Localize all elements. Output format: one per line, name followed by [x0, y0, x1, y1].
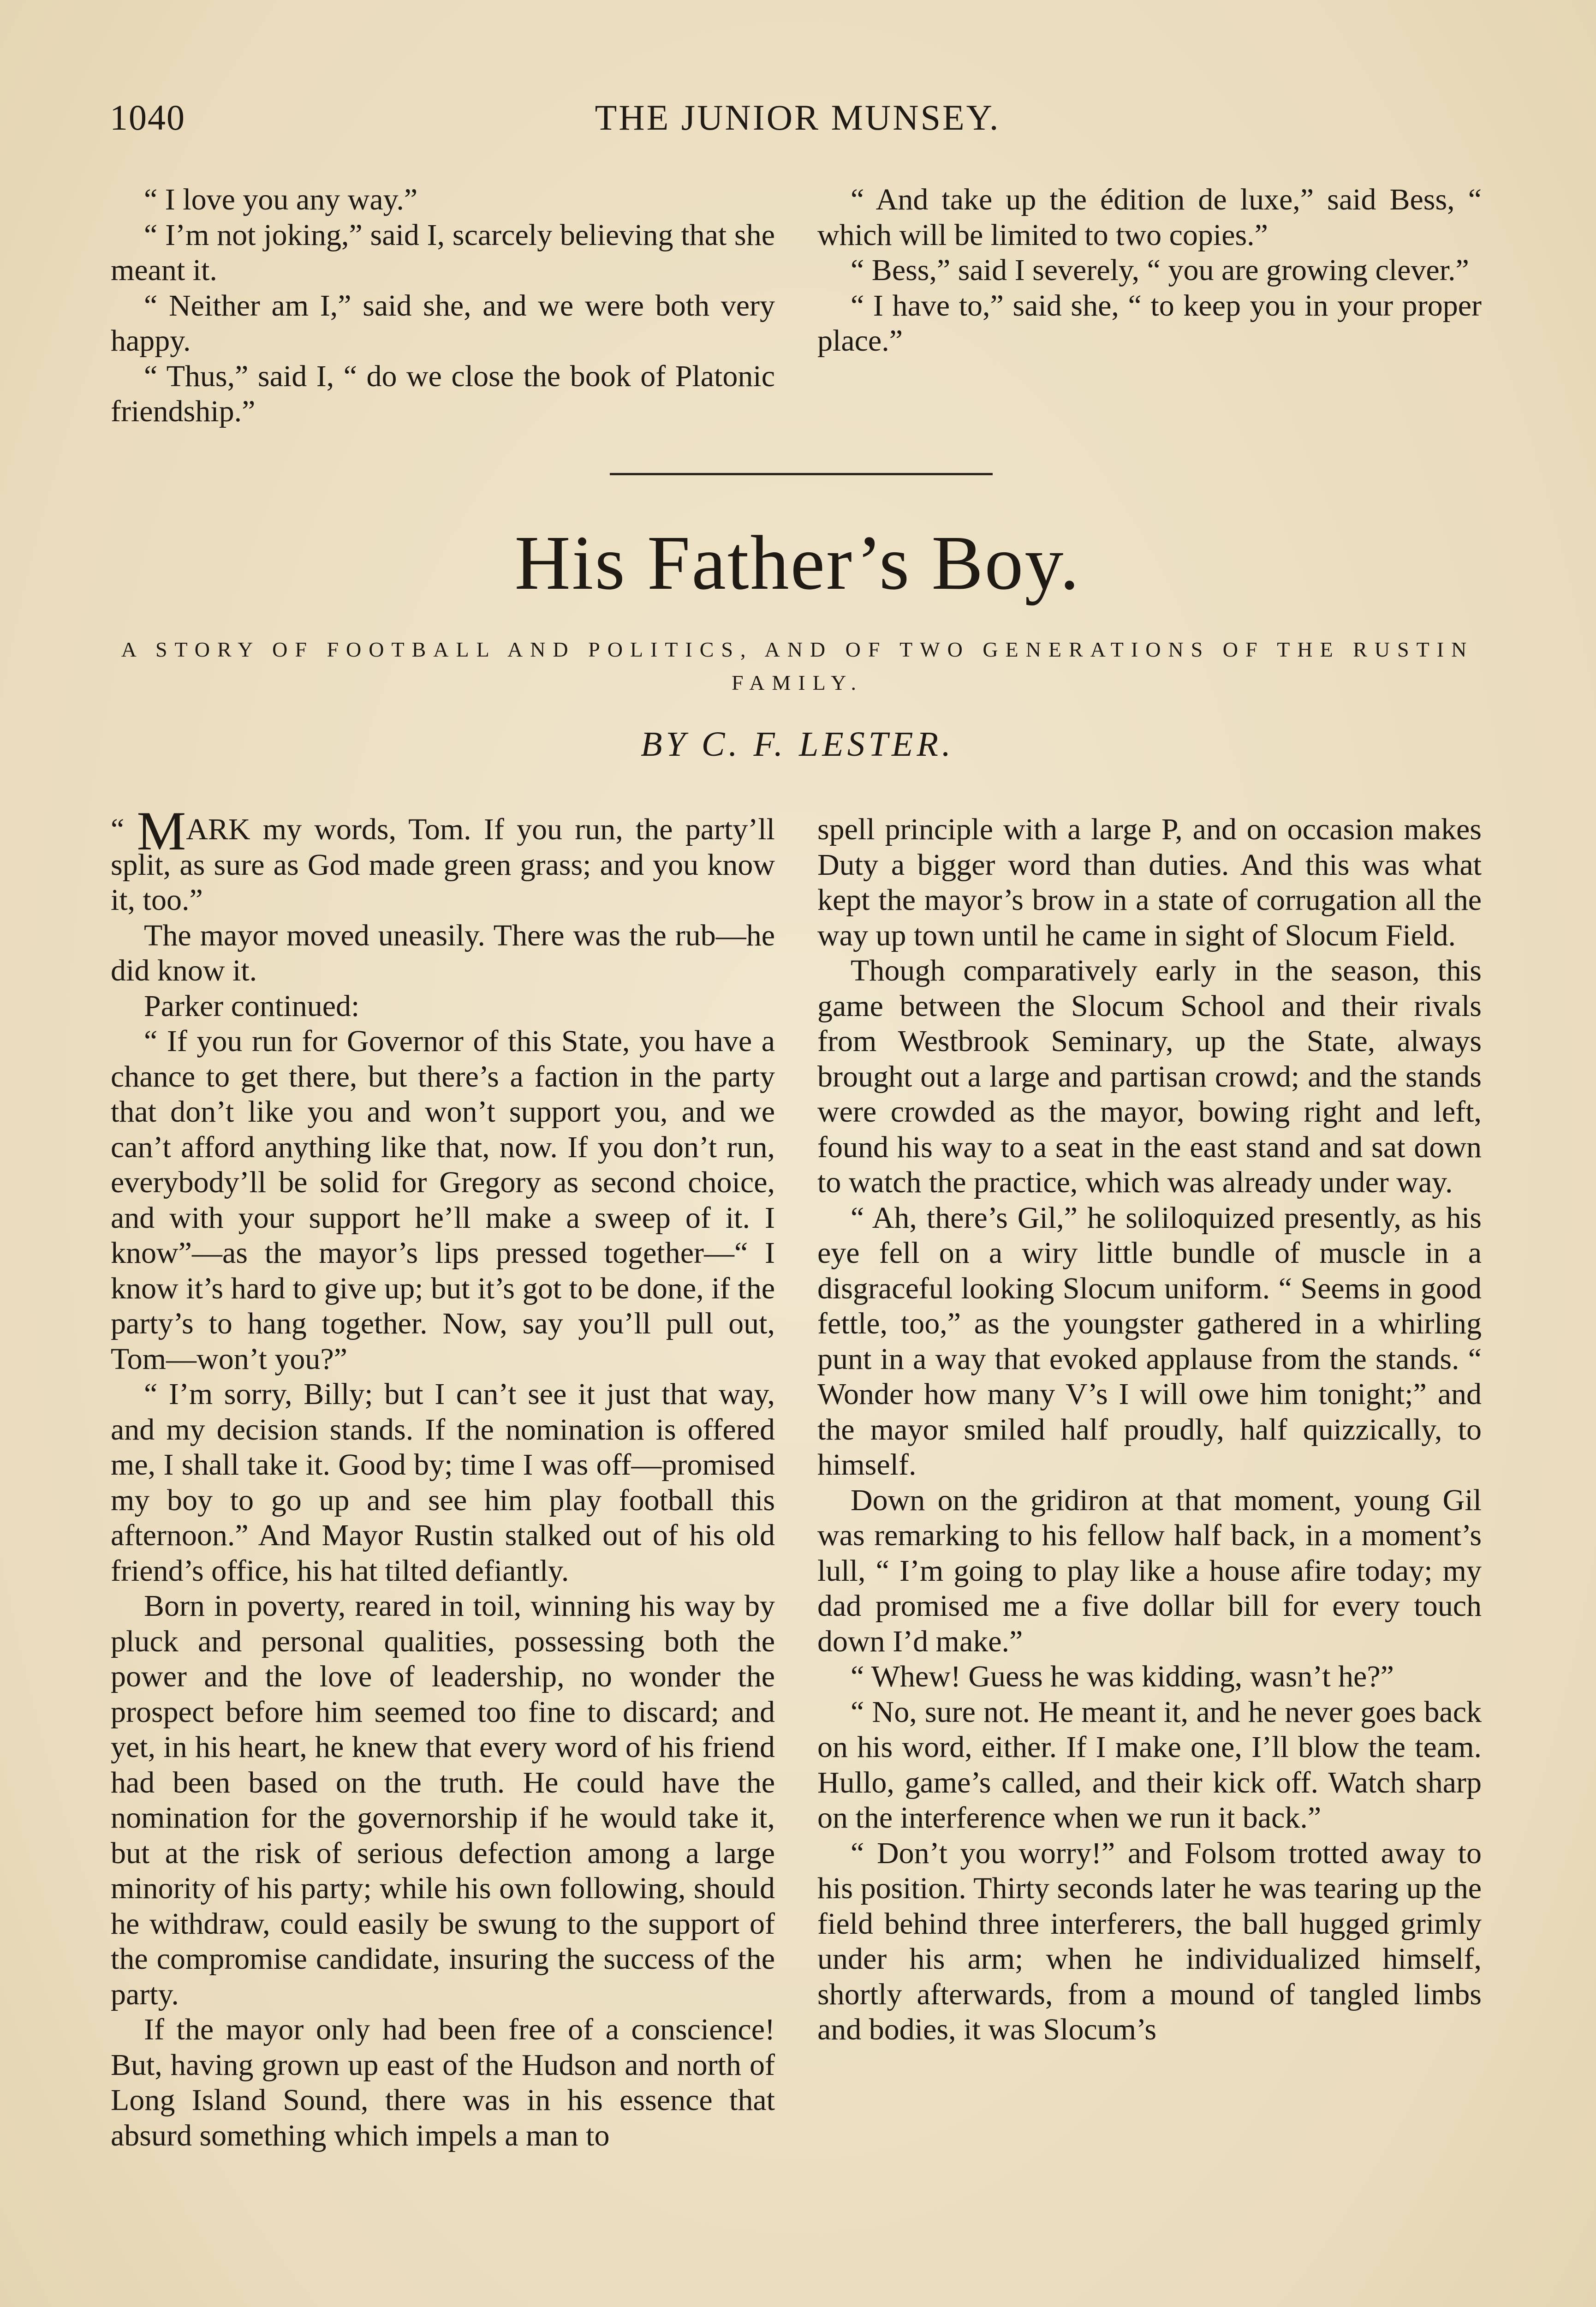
opening-text: ARK my words, Tom. If you run, the party’ll split, as sure as God made green grass; and you know it, too.”: [111, 813, 775, 917]
paragraph: spell principle with a large P, and on occasion makes Duty a bigger word than duties. And this was what kept the mayor’s brow in a state of corrugation all the way up town until he came in sight of Slocum Field.: [817, 813, 1482, 952]
byline: BY C. F. LESTER.: [641, 725, 954, 764]
paragraph: Born in poverty, reared in toil, winning his way by pluck and personal qualities, possessing both the power and the love of leadership, no wonder the prospect before him seemed too fine to discard; and yet, in his heart, he knew that every word of his friend had been based on the truth. He could have the nomination for the governorship if he would take it, but at the risk of serious defection among a large minority of his party; while his own following, should he withdraw, could easily be swung to the support of the compromise candidate, insuring the success of the party.: [111, 1589, 775, 2011]
drop-cap: M: [137, 800, 186, 861]
story-right-column: [817, 812, 1482, 2048]
magazine-title: THE JUNIOR MUNSEY.: [595, 97, 1000, 137]
paragraph: “ I have to,” said she, “ to keep you in your proper place.”: [817, 288, 1482, 358]
paragraph: “ I’m sorry, Billy; but I can’t see it just that way, and my decision stands. If the nomination is offered me, I shall take it. Good by; time I was off—promised my boy to go up and see him play football this afternoon.” And Mayor Rustin stalked out of his old friend’s office, his hat tilted defiantly.: [111, 1377, 775, 1588]
paragraph: “ I love you any way.”: [144, 183, 418, 216]
paragraph: “ Don’t you worry!” and Folsom trotted away to his position. Thirty seconds later he was tearing up the field behind three interferers, the ball hugged grimly under his arm; when he individualized himself, shortly afterwards, from a mound of tangled limbs and bodies, it was Slocum’s: [817, 1836, 1482, 2046]
paragraph: “ No, sure not. He meant it, and he never goes back on his word, either. If I make one, I’ll blow the team. Hullo, game’s called, and their kick off. Watch sharp on the interference when we run it back.”: [817, 1695, 1482, 1835]
paragraph: “ Thus,” said I, “ do we close the book of Platonic friendship.”: [111, 359, 775, 428]
paragraph: “ Whew! Guess he was kidding, wasn’t he?”: [851, 1660, 1394, 1693]
paragraph: If the mayor only had been free of a conscience! But, having grown up east of the Hudson and north of Long Island Sound, there was in his essence that absurd something which impels a man to: [111, 2013, 775, 2152]
opening-quote: “: [111, 813, 125, 846]
story-subtitle: A STORY OF FOOTBALL AND POLITICS, AND OF TWO GENERATIONS OF THE RUSTIN FAMILY.: [121, 638, 1474, 694]
paragraph: “ And take up the édition de luxe,” said Bess, “ which will be limited to two copies.”: [817, 183, 1482, 252]
paragraph: Though comparatively early in the season, this game between the Slocum School and their rivals from Westbrook Seminary, up the State, always brought out a large and partisan crowd; and the stands were crowded as the mayor, bowing right and left, found his way to a seat in the east stand and sat down to watch the practice, which was already under way.: [817, 954, 1482, 1199]
running-head: [110, 97, 1485, 148]
paragraph: “ Ah, there’s Gil,” he soliloquized presently, as his eye fell on a wiry little bundle of muscle in a disgraceful looking Slocum uniform. “ Seems in good fettle, too,” as the youngster gathered in a whirling punt in a way that evoked applause from the stands. “ Wonder how many V’s I will owe him tonight;” and the mayor smiled half proudly, half quizzically, to himself.: [817, 1201, 1482, 1482]
previous-story-left-column: [111, 182, 775, 430]
section-divider: [610, 473, 993, 475]
paragraph: The mayor moved uneasily. There was the rub—he did know it.: [111, 918, 775, 987]
paragraph: “ I’m not joking,” said I, scarcely believing that she meant it.: [111, 218, 775, 287]
story-title: His Father’s Boy.: [514, 520, 1081, 606]
previous-story-right-column: [817, 182, 1482, 359]
story-left-column: [111, 800, 775, 2153]
page-number: 1040: [110, 97, 185, 137]
paragraph: Parker continued:: [144, 989, 360, 1023]
paragraph: “ If you run for Governor of this State, you have a chance to get there, but there’s a faction in the party that don’t like you and won’t support you, and we can’t afford anything like that, now. If you don’t run, everybody’ll be solid for Gregory as second choice, and with your support he’ll make a sweep of it. I know”—as the mayor’s lips pressed together—“ I know it’s hard to give up; but it’s got to be done, if the party’s to hang together. Now, say you’ll pull out, Tom—won’t you?”: [111, 1024, 775, 1376]
opening-paragraph: [111, 800, 775, 918]
paragraph: Down on the gridiron at that moment, young Gil was remarking to his fellow half back, in a moment’s lull, “ I’m going to play like a house afire today; my dad promised me a five dollar bill for every touch down I’d make.”: [817, 1483, 1482, 1658]
paragraph: “ Bess,” said I severely, “ you are growing clever.”: [851, 253, 1469, 287]
paragraph: “ Neither am I,” said she, and we were both very happy.: [111, 288, 775, 358]
